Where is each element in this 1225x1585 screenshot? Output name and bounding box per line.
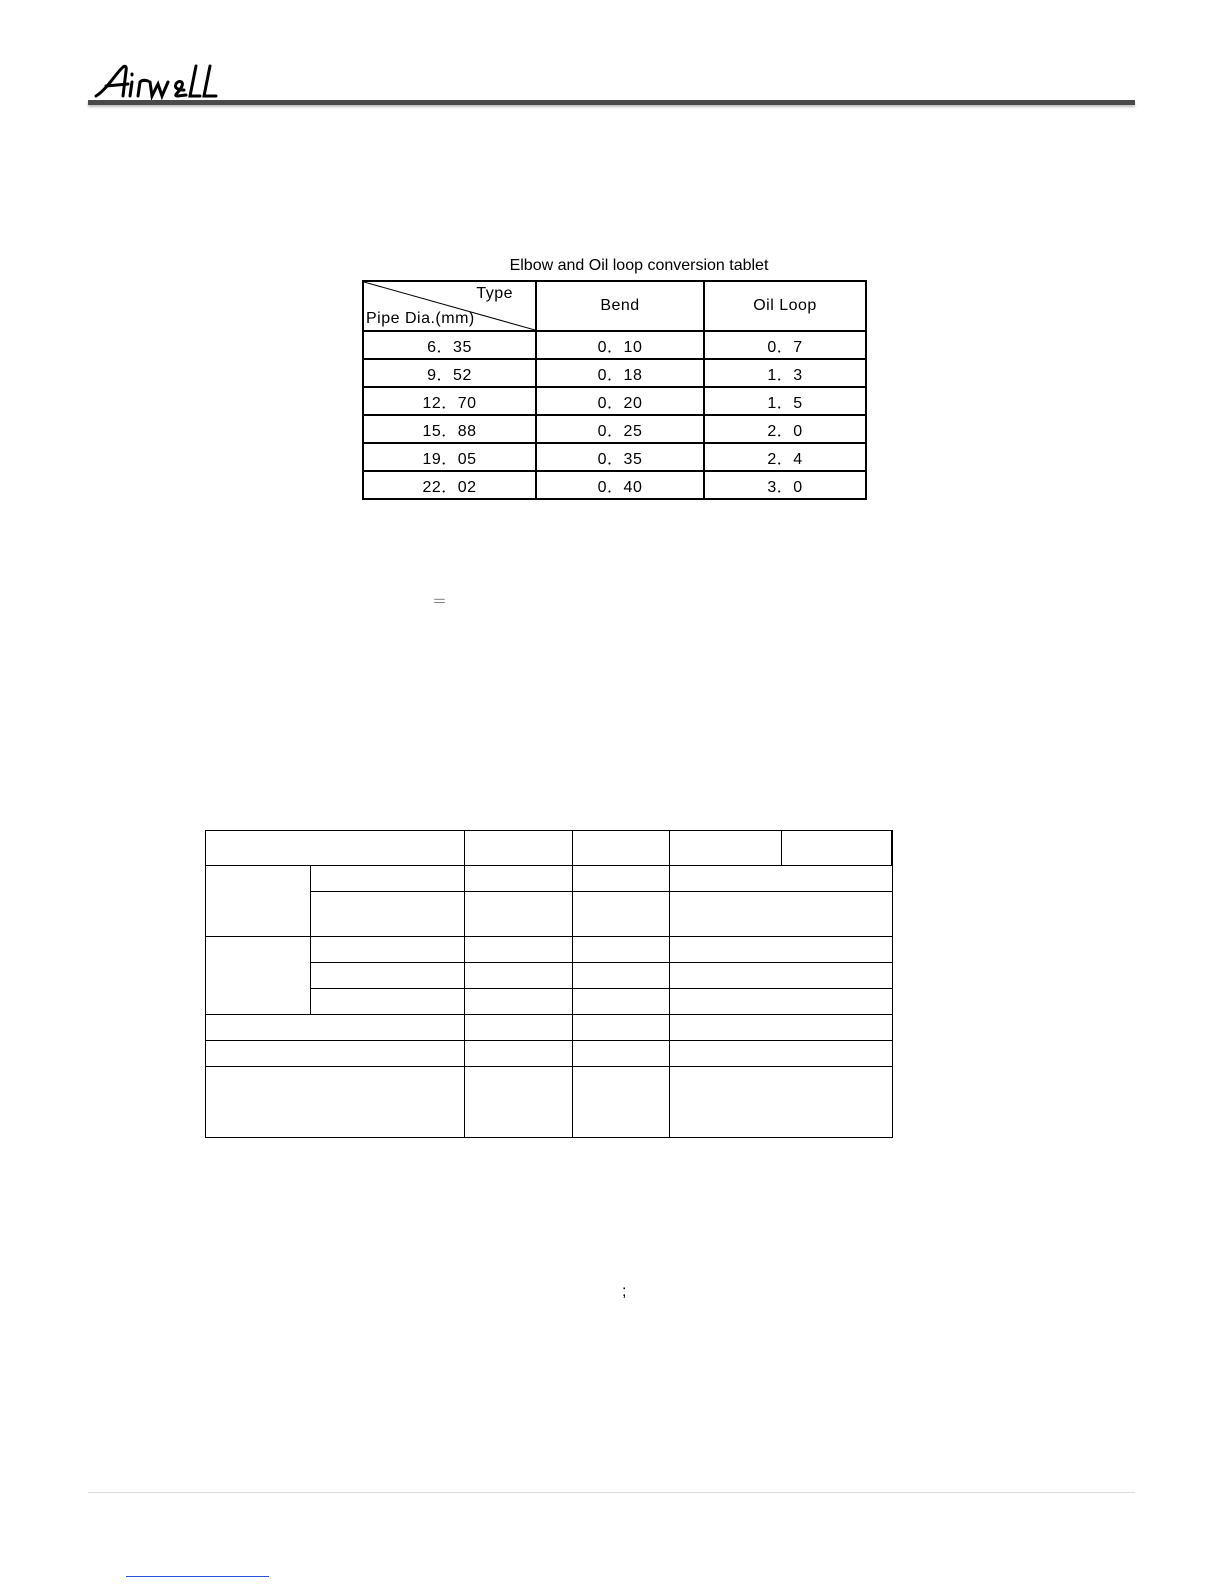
table-cell bbox=[465, 1015, 573, 1041]
bend-cell: 0．35 bbox=[536, 443, 704, 471]
footer-rule bbox=[88, 1492, 1135, 1493]
bend-cell: 0．20 bbox=[536, 387, 704, 415]
table-cell bbox=[465, 989, 573, 1015]
table-cell bbox=[206, 866, 311, 937]
table-cell bbox=[573, 963, 670, 989]
pipe-dia-cell: 22．02 bbox=[363, 471, 536, 499]
table-cell bbox=[670, 989, 893, 1015]
table-cell bbox=[573, 831, 670, 866]
table-cell bbox=[670, 831, 782, 866]
table-row bbox=[363, 359, 866, 387]
empty-grid-table bbox=[205, 830, 893, 1138]
oil-loop-cell: 2．0 bbox=[704, 415, 866, 443]
table-cell bbox=[206, 937, 311, 1015]
table-cell bbox=[206, 1015, 465, 1041]
table-cell bbox=[465, 963, 573, 989]
table-row bbox=[363, 331, 866, 359]
table-cell bbox=[573, 1015, 670, 1041]
semicolon-glyph: ; bbox=[622, 1283, 627, 1300]
bend-cell: 0．10 bbox=[536, 331, 704, 359]
table-cell bbox=[782, 831, 892, 866]
table-cell bbox=[670, 1015, 893, 1041]
bend-cell: 0．40 bbox=[536, 471, 704, 499]
table-row bbox=[363, 443, 866, 471]
oil-loop-cell: 2．4 bbox=[704, 443, 866, 471]
corner-header-cell bbox=[363, 281, 536, 331]
corner-pipe-label: Pipe Dia.(mm) bbox=[366, 310, 475, 327]
table-cell bbox=[311, 866, 465, 892]
airwell-logo bbox=[92, 62, 232, 102]
table-cell bbox=[670, 937, 893, 963]
footer-link-underline bbox=[126, 1576, 269, 1577]
table-row bbox=[363, 471, 866, 499]
table-cell bbox=[206, 1041, 465, 1067]
oil-loop-cell: 3．0 bbox=[704, 471, 866, 499]
table-cell bbox=[311, 937, 465, 963]
table-cell bbox=[670, 963, 893, 989]
table-cell bbox=[573, 892, 670, 937]
table-cell bbox=[206, 1067, 465, 1138]
table-row bbox=[206, 866, 893, 892]
header-rule bbox=[88, 100, 1135, 105]
table-cell bbox=[465, 1067, 573, 1138]
column-header-bend: Bend bbox=[536, 281, 704, 331]
pipe-dia-cell: 19．05 bbox=[363, 443, 536, 471]
table-cell bbox=[670, 892, 893, 937]
oil-loop-cell: 0．7 bbox=[704, 331, 866, 359]
table-row bbox=[206, 831, 893, 866]
table-cell bbox=[670, 1041, 893, 1067]
conversion-table-caption: Elbow and Oil loop conversion tablet bbox=[509, 257, 769, 274]
table-cell bbox=[573, 866, 670, 892]
pipe-dia-cell: 6．35 bbox=[363, 331, 536, 359]
conversion-table bbox=[362, 280, 867, 500]
table-cell bbox=[573, 1041, 670, 1067]
pipe-dia-cell: 15．88 bbox=[363, 415, 536, 443]
table-row bbox=[206, 937, 893, 963]
table-row bbox=[363, 415, 866, 443]
table-cell bbox=[465, 831, 573, 866]
table-cell bbox=[465, 892, 573, 937]
table-cell bbox=[573, 937, 670, 963]
pipe-dia-cell: 9．52 bbox=[363, 359, 536, 387]
table-row bbox=[363, 387, 866, 415]
column-header-oil-loop: Oil Loop bbox=[704, 281, 866, 331]
corner-type-label: Type bbox=[476, 285, 513, 302]
oil-loop-cell: 1．3 bbox=[704, 359, 866, 387]
oil-loop-cell: 1．5 bbox=[704, 387, 866, 415]
table-cell bbox=[573, 1067, 670, 1138]
bend-cell: 0．25 bbox=[536, 415, 704, 443]
table-cell bbox=[311, 989, 465, 1015]
table-cell bbox=[311, 963, 465, 989]
conversion-table-header-row bbox=[363, 281, 866, 331]
pipe-dia-cell: 12．70 bbox=[363, 387, 536, 415]
table-cell bbox=[311, 892, 465, 937]
table-cell bbox=[670, 866, 893, 892]
table-row bbox=[206, 1067, 893, 1138]
table-cell bbox=[206, 831, 465, 866]
table-cell bbox=[573, 989, 670, 1015]
table-row bbox=[206, 1015, 893, 1041]
table-cell bbox=[892, 831, 893, 866]
table-cell bbox=[465, 937, 573, 963]
bend-cell: 0．18 bbox=[536, 359, 704, 387]
table-cell bbox=[670, 1067, 893, 1138]
airwell-logo-wordmark bbox=[92, 62, 232, 102]
table-row bbox=[206, 1041, 893, 1067]
equals-glyph: ＝ bbox=[432, 593, 448, 610]
table-cell bbox=[465, 866, 573, 892]
table-cell bbox=[465, 1041, 573, 1067]
